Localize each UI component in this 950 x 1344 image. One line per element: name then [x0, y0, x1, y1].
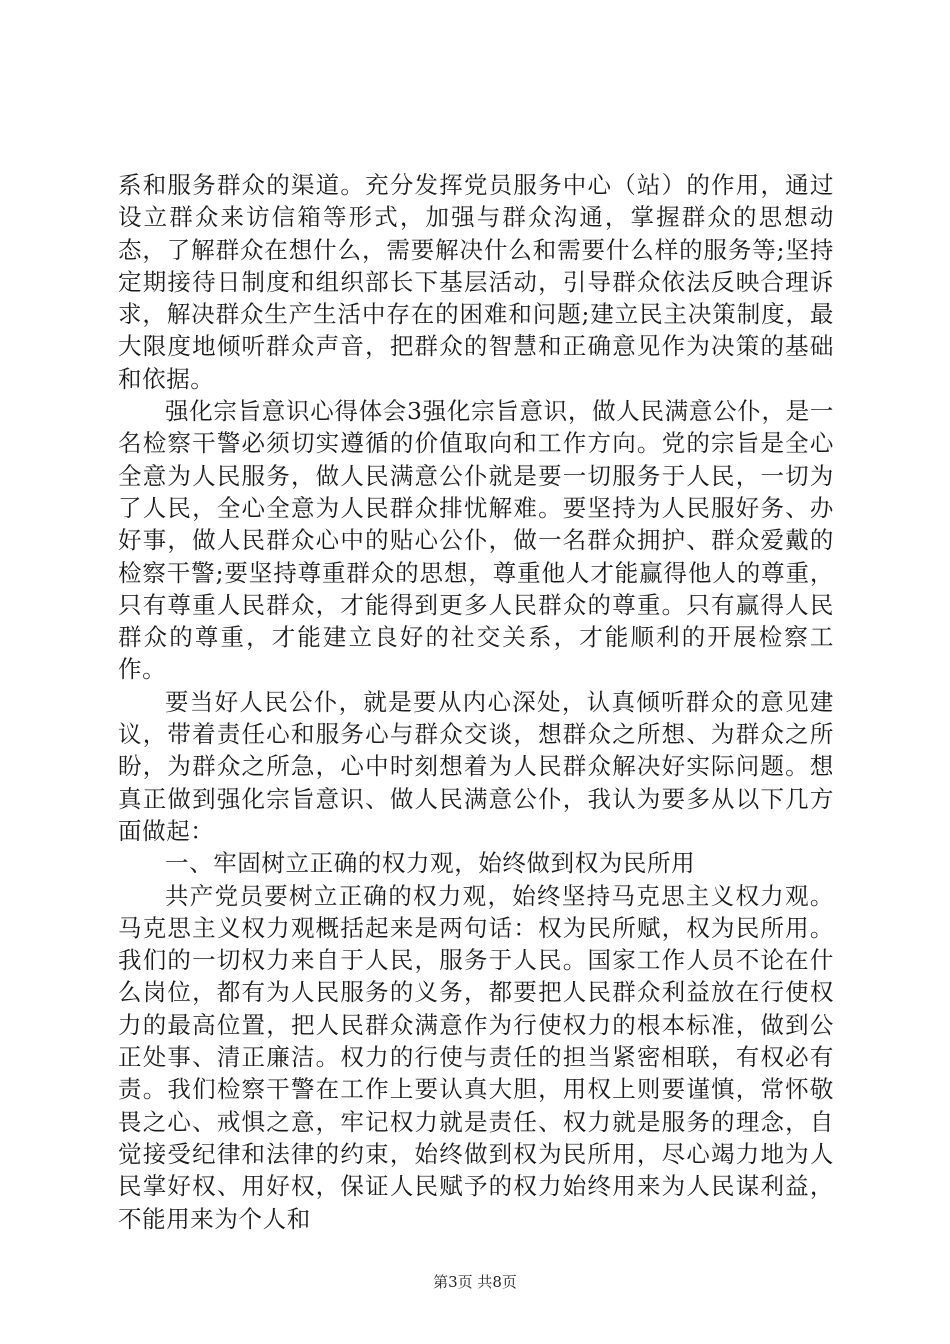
paragraph-1: 系和服务群众的渠道。充分发挥党员服务中心（站）的作用，通过设立群众来访信箱等形式，加强与群众沟通，掌握群众的思想动态，了解群众在想什么，需要解决什么和需要什么样的服务等;坚持定期接待日制度和组织部长下基层活动，引导群众依法反映合理诉求，解决群众生产生活中存在的困难和问题;建立民主决策制度，最大限度地倾听群众声音，把群众的智慧和正确意见作为决策的基础和依据。: [118, 171, 834, 393]
paragraph-5: 共产党员要树立正确的权力观，始终坚持马克思主义权力观。马克思主义权力观概括起来是两句话：权为民所赋，权为民所用。我们的一切权力来自于人民，服务于人民。国家工作人员不论在什么岗位，都有为人民服务的义务，都要把人民群众利益放在行使权力的最高位置，把人民群众满意作为行使权力的根本标准，做到公正处事、清正廉洁。权力的行使与责任的担当紧密相联，有权必有责。我们检察干警在工作上要认真大胆，用权上则要谨慎，常怀敬畏之心、戒惧之意，牢记权力就是责任、权力就是服务的理念，自觉接受纪律和法律的约束，始终做到权为民所用，尽心竭力地为人民掌好权、用好权，保证人民赋予的权力始终用来为人民谋利益，不能用来为个人和: [118, 881, 834, 1233]
paragraph-2: 强化宗旨意识心得体会3强化宗旨意识，做人民满意公仆，是一名检察干警必须切实遵循的价值取向和工作方向。党的宗旨是全心全意为人民服务，做人民满意公仆就是要一切服务于人民，一切为了人民，全心全意为人民群众排忧解难。要坚持为人民服好务、办好事，做人民群众心中的贴心公仆，做一名群众拥护、群众爱戴的检察干警;要坚持尊重群众的思想，尊重他人才能赢得他人的尊重，只有尊重人民群众，才能得到更多人民群众的尊重。只有赢得人民群众的尊重，才能建立良好的社交关系，才能顺利的开展检察工作。: [118, 397, 834, 684]
page-footer: [0, 1272, 950, 1292]
document-body: [118, 169, 834, 1235]
section-heading: 一、牢固树立正确的权力观，始终做到权为民所用: [165, 849, 696, 878]
page-number: 第3页 共8页: [433, 1273, 517, 1291]
paragraph-3: 要当好人民公仆，就是要从内心深处，认真倾听群众的意见建议，带着责任心和服务心与群众交谈，想群众之所想、为群众之所盼，为群众之所急，心中时刻想着为人民群众解决好实际问题。想真正做到强化宗旨意识、做人民满意公仆，我认为要多从以下几方面做起：: [118, 687, 834, 845]
